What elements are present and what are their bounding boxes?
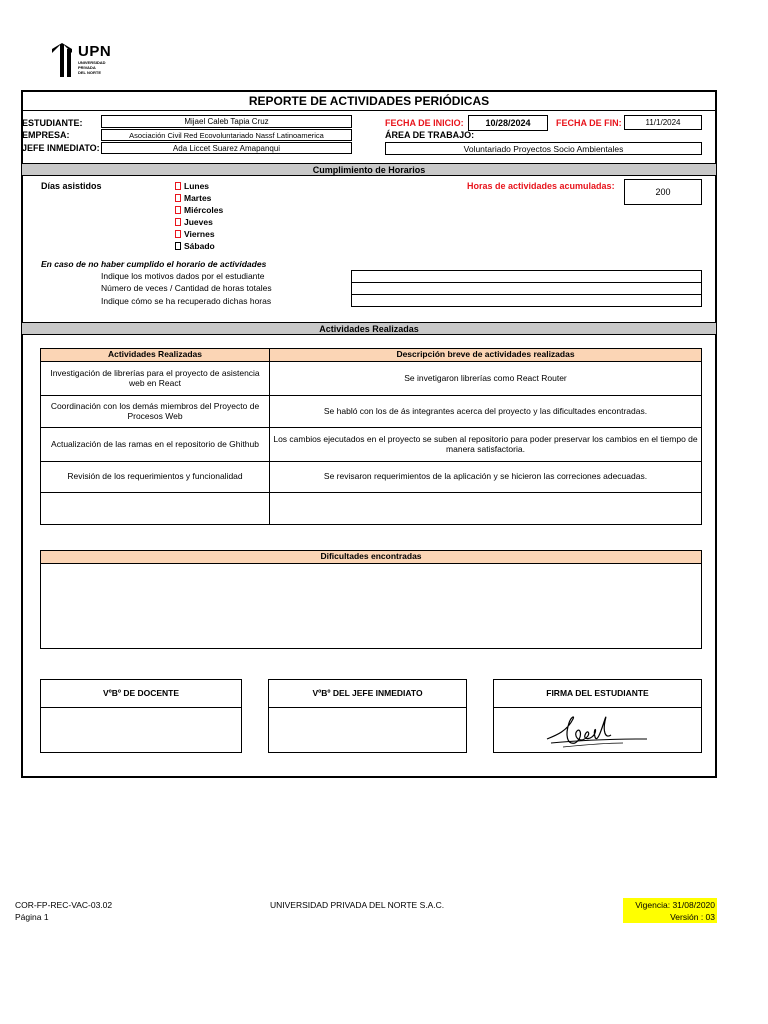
activity-row-3: Actualización de las ramas en el repositorio de Ghithub bbox=[40, 427, 270, 462]
schedule-header: Cumplimiento de Horarios bbox=[21, 163, 717, 176]
student-field[interactable]: Mijael Caleb Tapia Cruz bbox=[101, 115, 352, 128]
days-attended-label: Días asistidos bbox=[41, 181, 102, 191]
teacher-approval-header: VºBº DE DOCENTE bbox=[40, 679, 242, 708]
company-field[interactable]: Asociación Civil Red Ecovoluntariado Nassf Latinoamerica bbox=[101, 129, 352, 141]
activity-row-4: Revisión de los requerimientos y funcionalidad bbox=[40, 461, 270, 493]
day-viernes: Viernes bbox=[184, 229, 215, 239]
work-area-field[interactable]: Voluntariado Proyectos Socio Ambientales bbox=[385, 142, 702, 155]
footer-version: Versión : 03 bbox=[670, 912, 715, 922]
activity-row-5[interactable] bbox=[40, 492, 270, 525]
boss-approval-box[interactable] bbox=[268, 707, 467, 753]
activity-row-2: Coordinación con los demás miembros del Proyecto de Procesos Web bbox=[40, 395, 270, 428]
checkbox-miercoles[interactable] bbox=[175, 206, 181, 214]
noncompliance-reason-label: Indique los motivos dados por el estudiante bbox=[101, 271, 265, 281]
description-row-3: Los cambios ejecutados en el proyecto se suben al repositorio para poder preservar los cambios en el tiempo de manera satisfactoria. bbox=[269, 427, 702, 462]
footer-validity: Vigencia: 31/08/2020 bbox=[635, 900, 715, 910]
activities-header: Actividades Realizadas bbox=[21, 322, 717, 335]
title-divider bbox=[21, 110, 717, 111]
checkbox-viernes[interactable] bbox=[175, 230, 181, 238]
footer-university: UNIVERSIDAD PRIVADA DEL NORTE S.A.C. bbox=[270, 900, 445, 910]
noncompliance-recovery-label: Indique cómo se ha recuperado dichas horas bbox=[101, 296, 272, 306]
day-sabado: Sábado bbox=[184, 241, 215, 251]
description-row-1: Se invetigaron librerías como React Router bbox=[269, 361, 702, 396]
boss-approval-header: VºBº DEL JEFE INMEDIATO bbox=[268, 679, 467, 708]
start-date-field[interactable]: 10/28/2024 bbox=[468, 115, 548, 131]
description-row-2: Se habló con los de ás integrantes acerca del proyecto y las dificultades encontradas. bbox=[269, 395, 702, 428]
upn-logo-text: UPN bbox=[78, 43, 112, 60]
student-signature-header: FIRMA DEL ESTUDIANTE bbox=[493, 679, 702, 708]
difficulties-header: Dificultades encontradas bbox=[40, 550, 702, 564]
boss-field[interactable]: Ada Liccet Suarez Amapanqui bbox=[101, 142, 352, 154]
noncompliance-title: En caso de no haber cumplido el horario de actividades bbox=[41, 259, 267, 269]
page-title: REPORTE DE ACTIVIDADES PERIÓDICAS bbox=[248, 94, 490, 108]
checkbox-lunes[interactable] bbox=[175, 182, 181, 190]
end-date-field[interactable]: 11/1/2024 bbox=[624, 115, 702, 130]
difficulties-field[interactable] bbox=[40, 563, 702, 649]
day-jueves: Jueves bbox=[184, 217, 213, 227]
student-label: ESTUDIANTE: bbox=[22, 118, 83, 128]
description-row-5[interactable] bbox=[269, 492, 702, 525]
end-date-label: FECHA DE FIN: bbox=[556, 118, 622, 128]
start-date-label: FECHA DE INICIO: bbox=[385, 118, 464, 128]
company-label: EMPRESA: bbox=[22, 130, 70, 140]
description-row-4: Se revisaron requerimientos de la aplicación y se hicieron las correciones adecuadas. bbox=[269, 461, 702, 493]
noncompliance-count-label: Número de veces / Cantidad de horas totales bbox=[101, 283, 272, 293]
student-signature-image bbox=[543, 709, 653, 753]
logo-subtitle-1: UNIVERSIDAD bbox=[78, 60, 106, 65]
description-col-header: Descripción breve de actividades realizadas bbox=[269, 348, 702, 362]
accumulated-hours-label: Horas de actividades acumuladas: bbox=[467, 181, 615, 191]
activity-row-1: Investigación de librerías para el proyecto de asistencia web en React bbox=[40, 361, 270, 396]
checkbox-jueves[interactable] bbox=[175, 218, 181, 226]
day-lunes: Lunes bbox=[184, 181, 210, 191]
checkbox-martes[interactable] bbox=[175, 194, 181, 202]
logo-subtitle-2: PRIVADA bbox=[78, 65, 96, 70]
boss-label: JEFE INMEDIATO: bbox=[22, 143, 100, 153]
teacher-approval-box[interactable] bbox=[40, 707, 242, 753]
logo-subtitle-3: DEL NORTE bbox=[78, 70, 102, 75]
footer-code: COR-FP-REC-VAC-03.02 bbox=[15, 900, 113, 910]
footer-page: Página 1 bbox=[15, 912, 49, 922]
accumulated-hours-field[interactable]: 200 bbox=[624, 179, 702, 205]
checkbox-sabado[interactable] bbox=[175, 242, 181, 250]
upn-logo bbox=[50, 43, 120, 79]
day-martes: Martes bbox=[184, 193, 212, 203]
activities-col-header: Actividades Realizadas bbox=[40, 348, 270, 362]
work-area-label: ÁREA DE TRABAJO: bbox=[385, 130, 475, 140]
day-miercoles: Miércoles bbox=[184, 205, 224, 215]
noncompliance-recovery-field[interactable] bbox=[351, 294, 702, 307]
upn-logo-mark-icon bbox=[50, 43, 80, 79]
